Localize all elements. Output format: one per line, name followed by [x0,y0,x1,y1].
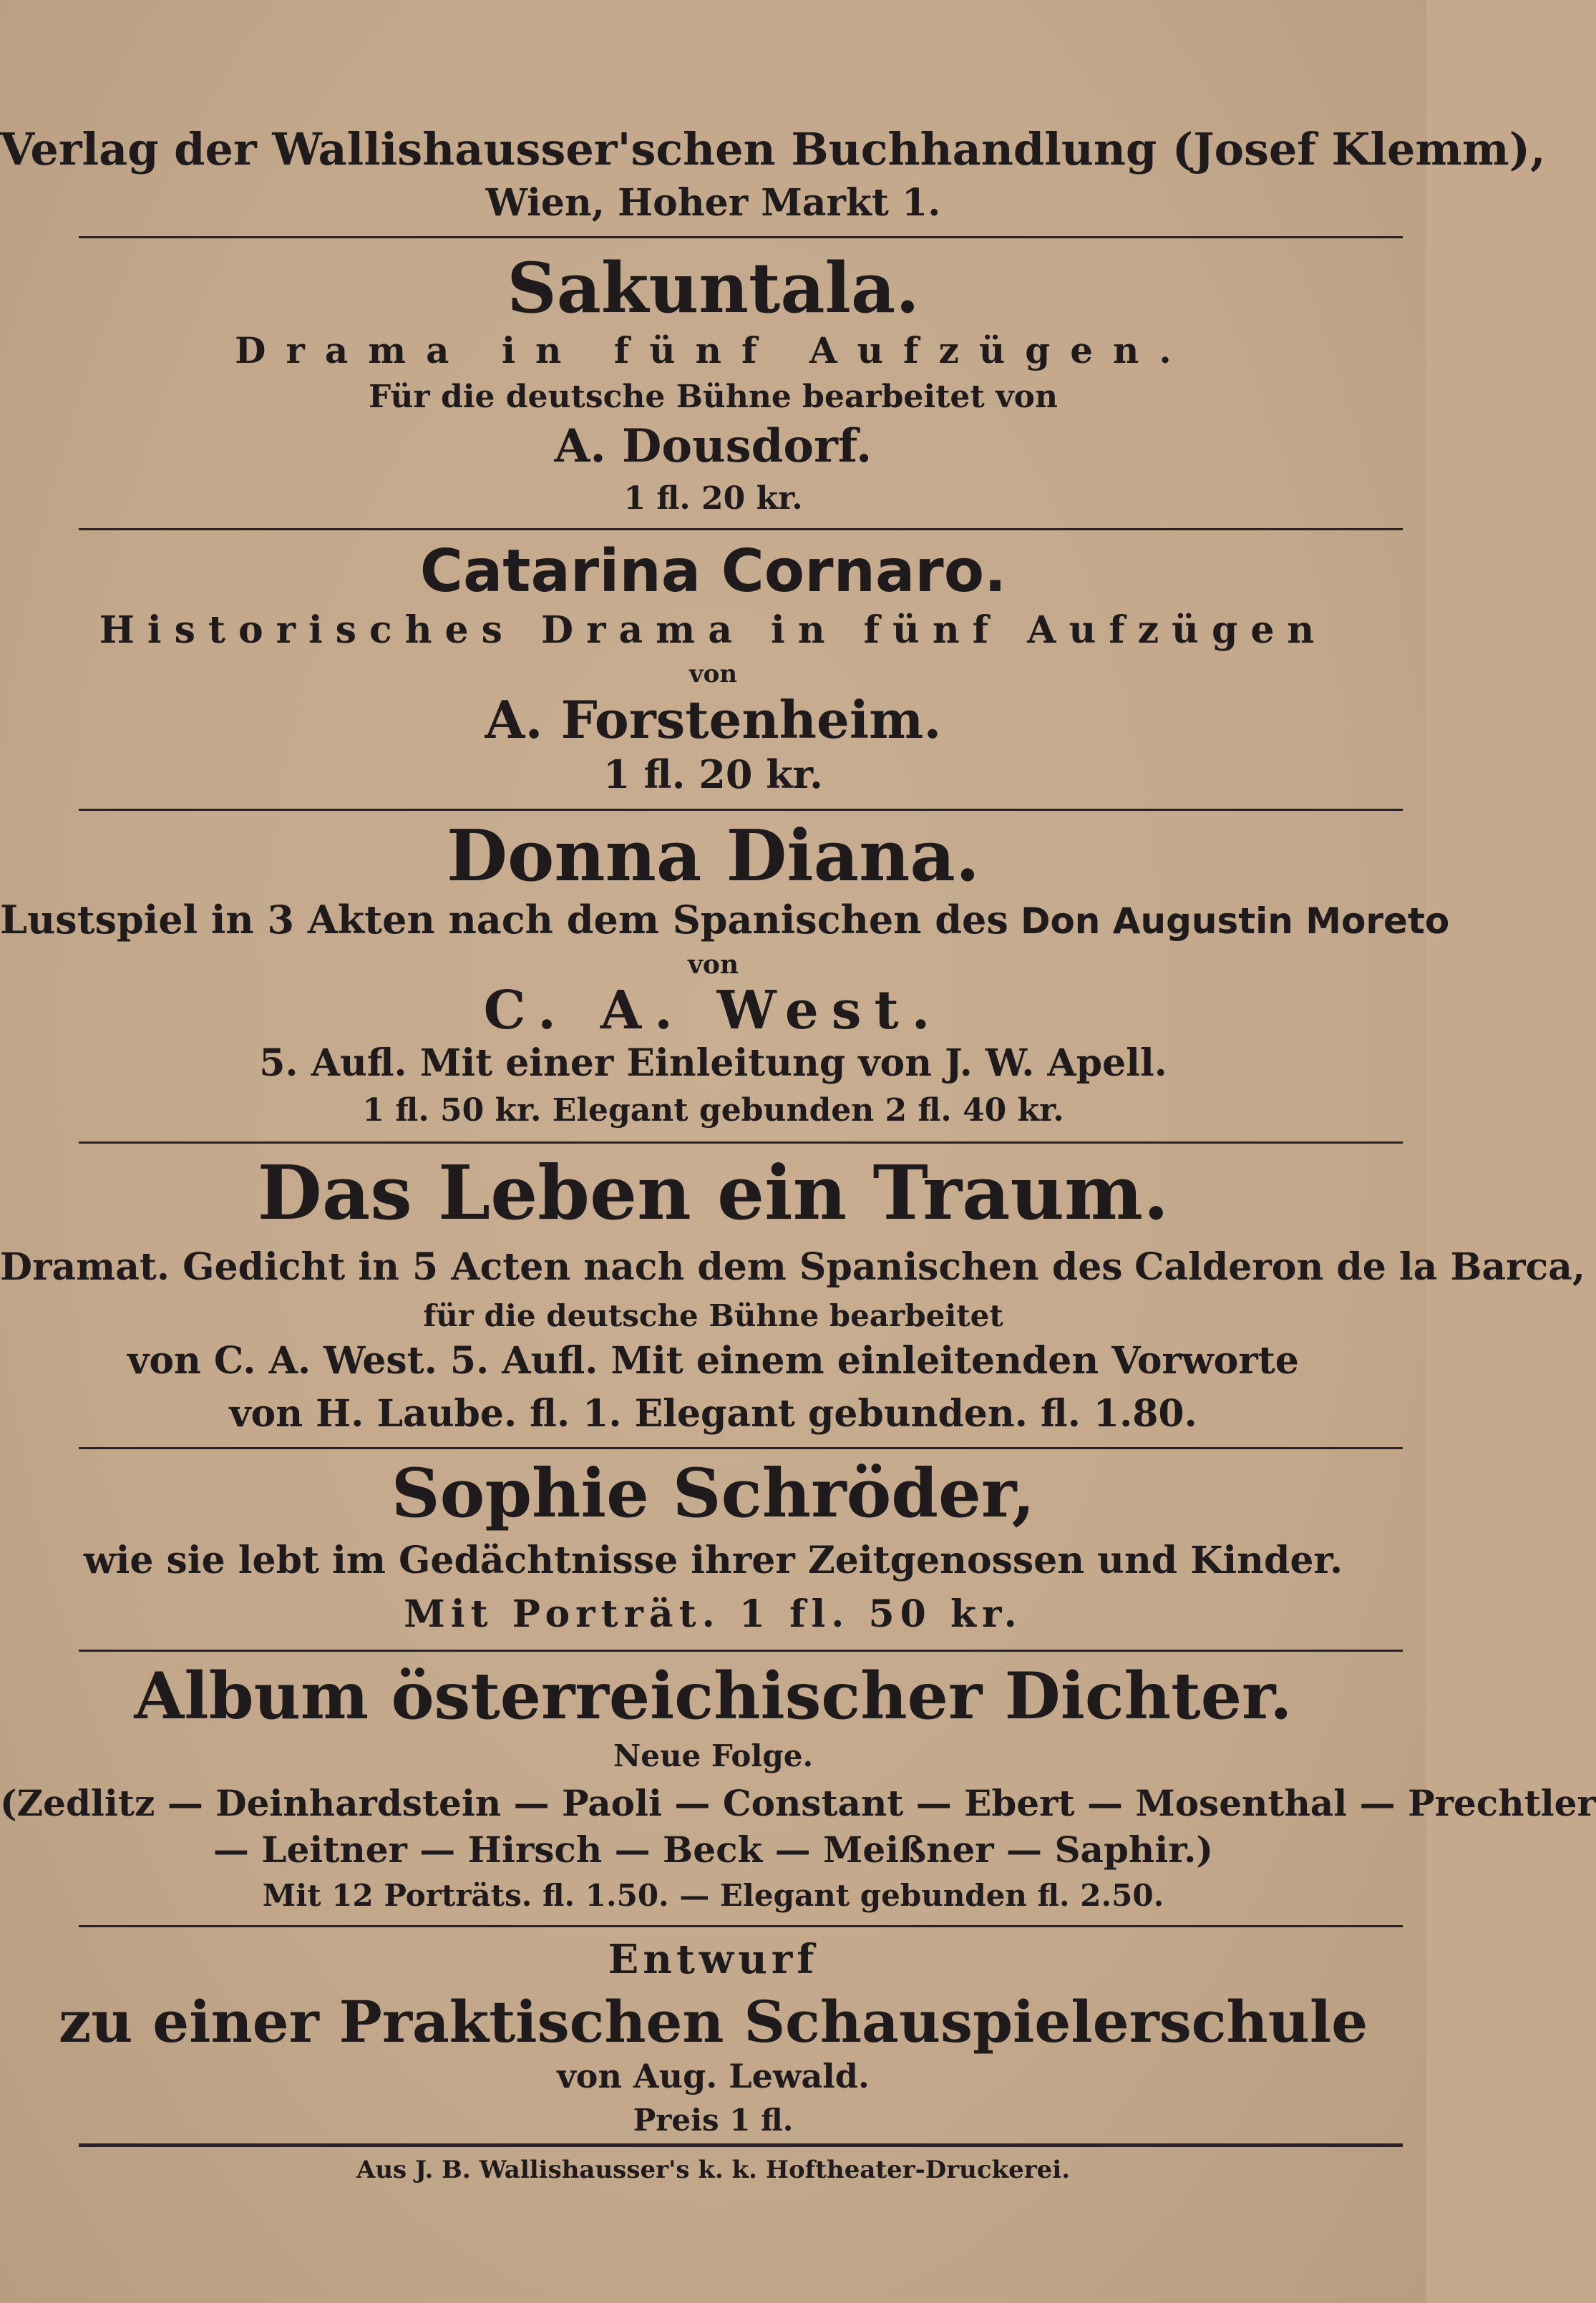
leben-line2: für die deutsche Bühne bearbeitet [423,1298,1003,1333]
publisher-address: Wien, Hoher Markt 1. [485,181,941,225]
sakuntala-author: A. Dousdorf. [554,419,872,473]
leben-line3: von C. A. West. 5. Aufl. Mit einem einleitenden Vorworte [127,1339,1299,1383]
catarina-subtitle: Historisches Drama in fünf Aufzügen [99,608,1328,652]
divider [79,1141,1403,1144]
leben-title: Das Leben ein Traum. [257,1149,1169,1237]
donna-von: von [687,950,739,980]
sophie-price: Mit Porträt. 1 fl. 50 kr. [404,1592,1023,1636]
divider [79,1925,1403,1927]
leben-line1-text: Dramat. Gedicht in 5 Acten nach dem Spanischen des [0,1245,1123,1289]
sakuntala-note: Für die deutsche Bühne bearbeitet von [369,379,1058,415]
catarina-author: A. Forstenheim. [485,689,942,750]
sophie-subtitle: wie sie lebt im Gedächtnisse ihrer Zeitgenossen und Kinder. [83,1539,1343,1582]
donna-desc-name: Don Augustin Moreto [1020,900,1450,942]
entwurf-title-2: zu einer Praktischen Schauspielerschule [58,1988,1368,2055]
divider [79,528,1403,530]
donna-description [0,897,1450,943]
album-names-2: — Leitner — Hirsch — Beck — Meißner — Saphir.) [213,1829,1214,1871]
divider [79,1650,1403,1652]
sakuntala-subtitle: Drama in fünf Aufzügen. [235,329,1192,371]
donna-price: 1 fl. 50 kr. Elegant gebunden 2 fl. 40 kr. [362,1092,1064,1129]
sakuntala-price: 1 fl. 20 kr. [623,480,803,517]
sakuntala-title: Sakuntala. [507,248,920,328]
album-names-1: (Zedlitz — Deinhardstein — Paoli — Constant — Ebert — Mosenthal — Prechtler [0,1782,1596,1824]
publisher-line: Verlag der Wallishausser'schen Buchhandlung (Josef Klemm), [0,123,1546,175]
leben-line1 [0,1245,1585,1289]
entwurf-title-1: Entwurf [608,1936,819,1983]
donna-desc-text: Lustspiel in 3 Akten nach dem Spanischen des [0,897,1008,943]
leben-line1-name: Calderon de la Barca, [1134,1245,1585,1289]
album-title: Album österreichischer Dichter. [134,1658,1293,1734]
donna-title: Donna Diana. [446,815,981,897]
sophie-title: Sophie Schröder, [391,1454,1036,1533]
entwurf-price: Preis 1 fl. [633,2103,794,2138]
divider [79,1447,1403,1449]
divider [79,809,1403,811]
leben-line4: von H. Laube. fl. 1. Elegant gebunden. fl. 1.80. [229,1392,1197,1436]
printer-imprint: Aus J. B. Wallishausser's k. k. Hoftheater-Druckerei. [356,2156,1071,2184]
donna-author: C. A. West. [483,980,943,1041]
donna-edition: 5. Aufl. Mit einer Einleitung von J. W. Apell. [259,1041,1167,1085]
album-price: Mit 12 Porträts. fl. 1.50. — Elegant gebunden fl. 2.50. [262,1878,1164,1913]
catarina-von: von [688,660,738,688]
album-series: Neue Folge. [613,1738,814,1773]
catarina-price: 1 fl. 20 kr. [603,751,823,797]
catarina-title: Catarina Cornaro. [419,537,1007,605]
divider [79,236,1403,238]
entwurf-author: von Aug. Lewald. [557,2057,870,2095]
divider-thick [79,2143,1403,2147]
